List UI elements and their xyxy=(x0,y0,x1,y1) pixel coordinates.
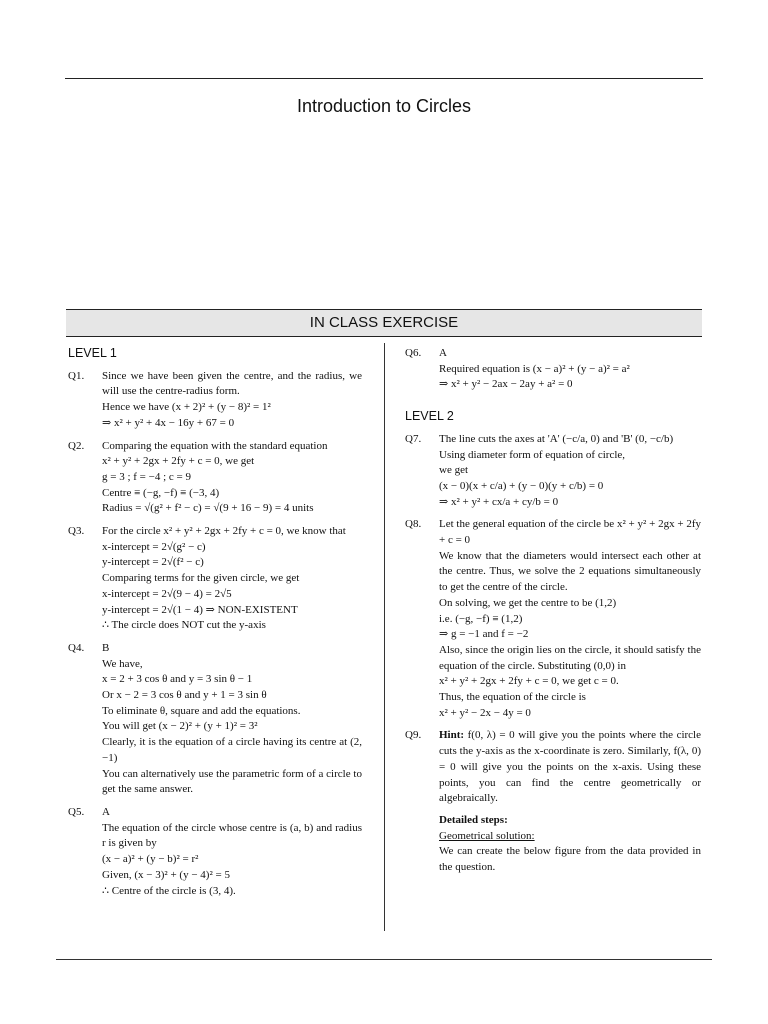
answer-line: Since we have been given the centre, and the radius, we will use the centre-radius form. xyxy=(102,369,362,398)
answer-line: Clearly, it is the equation of a circle having its centre at (2, −1) xyxy=(102,736,362,764)
section-banner-title: IN CLASS EXERCISE xyxy=(309,314,459,331)
answer-line: ∴ The circle does NOT cut the y-axis xyxy=(102,619,266,632)
answer-line: y-intercept = 2√(f² − c) xyxy=(102,556,204,569)
question-q5 xyxy=(68,805,362,899)
answer-line: Thus, the equation of the circle is xyxy=(439,691,586,704)
answer-line: ∴ Centre of the circle is (3, 4). xyxy=(102,884,236,897)
question-q2 xyxy=(68,439,362,518)
answer-line: ⇒ g = −1 and f = −2 xyxy=(439,628,529,641)
level-1-heading: LEVEL 1 xyxy=(68,346,117,360)
answer-line: Hence we have (x + 2)² + (y − 8)² = 1² xyxy=(102,401,271,414)
left-column xyxy=(68,346,362,906)
question-q9 xyxy=(405,728,701,875)
question-number: Q2. xyxy=(68,439,85,452)
answer-line: We know that the diameters would intersect each other at the centre. Thus, we solve the 2 equations simultaneously to get the centre of the circle. xyxy=(439,549,701,594)
answer-line: Centre ≡ (−g, −f) ≡ (−3, 4) xyxy=(102,486,220,499)
answer-line: (x − a)² + (y − b)² = r² xyxy=(102,853,199,866)
answer-line: Radius = √(g² + f² − c) = √(9 + 16 − 9) = 4 units xyxy=(102,502,314,515)
answer-line: y-intercept = 2√(1 − 4) ⇒ NON-EXISTENT xyxy=(102,603,298,616)
bottom-rule xyxy=(56,959,712,960)
hint-label: Hint: xyxy=(439,729,465,742)
answer-line: x² + y² + 2gx + 2fy + c = 0, we get c = 0. xyxy=(439,675,619,688)
answer-choice: A xyxy=(439,347,447,359)
answer-line: ⇒ x² + y² + cx/a + cy/b = 0 xyxy=(439,495,559,508)
answer-line: ⇒ x² + y² + 4x − 16y + 67 = 0 xyxy=(102,416,235,429)
section-banner xyxy=(66,309,702,337)
question-q6 xyxy=(405,346,701,393)
top-rule xyxy=(65,78,703,79)
answer-line: The line cuts the axes at 'A' (−c/a, 0) and 'B' (0, −c/b) xyxy=(439,432,674,445)
answer-line: ⇒ x² + y² − 2ax − 2ay + a² = 0 xyxy=(439,378,573,391)
question-number: Q4. xyxy=(68,641,85,654)
question-number: Q6. xyxy=(405,347,422,359)
answer-choice: B xyxy=(102,641,110,654)
question-q3 xyxy=(68,524,362,634)
question-number: Q5. xyxy=(68,805,85,818)
answer-line: x² + y² − 2x − 4y = 0 xyxy=(439,706,531,719)
answer-line: For the circle x² + y² + 2gx + 2fy + c = 0, we know that xyxy=(102,525,346,538)
question-number: Q3. xyxy=(68,525,85,538)
answer-line: Comparing the equation with the standard equation xyxy=(102,439,328,452)
detailed-steps-heading: Detailed steps: xyxy=(439,813,508,826)
answer-line: You will get (x − 2)² + (y + 1)² = 3² xyxy=(102,720,258,733)
question-number: Q1. xyxy=(68,369,85,382)
answer-line: On solving, we get the centre to be (1,2) xyxy=(439,596,617,609)
question-q7 xyxy=(405,432,701,511)
column-divider xyxy=(384,343,385,931)
level-2-heading: LEVEL 2 xyxy=(405,409,454,424)
question-number: Q8. xyxy=(405,518,422,531)
answer-line: i.e. (−g, −f) ≡ (1,2) xyxy=(439,612,523,625)
answer-line: x-intercept = 2√(9 − 4) = 2√5 xyxy=(102,587,232,600)
answer-line: Or x − 2 = 3 cos θ and y + 1 = 3 sin θ xyxy=(102,689,267,702)
question-number: Q7. xyxy=(405,432,422,445)
answer-line: (x − 0)(x + c/a) + (y − 0)(y + c/b) = 0 xyxy=(439,479,604,492)
hint-text: f(0, λ) = 0 will give you the points where the circle cuts the y-axis as the x-coordinate is zero. Similarly, f(λ, 0) = 0 will give you the points on the x-axis. Using these points, you can find the centre geometrically or algebraically. xyxy=(439,729,701,805)
answer-line: You can alternatively use the parametric form of a circle to get the same answer. xyxy=(102,767,362,796)
answer-line: We can create the below figure from the data provided in the question. xyxy=(439,845,701,874)
hint-paragraph xyxy=(439,728,701,807)
answer-line: Also, since the origin lies on the circle, it should satisfy the equation of the circle. Substituting (0,0) in xyxy=(439,643,701,672)
geometrical-solution-heading: Geometrical solution: xyxy=(439,829,535,842)
question-q4 xyxy=(68,641,362,798)
answer-line: The equation of the circle whose centre is (a, b) and radius r is given by xyxy=(102,821,362,850)
page-title: Introduction to Circles xyxy=(296,96,472,116)
answer-line: To eliminate θ, square and add the equations. xyxy=(102,704,301,717)
answer-line: Using diameter form of equation of circle, xyxy=(439,448,626,461)
answer-line: x-intercept = 2√(g² − c) xyxy=(102,540,206,553)
answer-line: Required equation is (x − a)² + (y − a)² = a² xyxy=(439,362,630,375)
question-number: Q9. xyxy=(405,729,422,742)
answer-line: x = 2 + 3 cos θ and y = 3 sin θ − 1 xyxy=(102,673,253,686)
answer-line: x² + y² + 2gx + 2fy + c = 0, we get xyxy=(102,455,255,468)
answer-choice: A xyxy=(102,805,110,818)
answer-line: Let the general equation of the circle be x² + y² + 2gx + 2fy + c = 0 xyxy=(439,518,701,547)
answer-line: we get xyxy=(439,464,469,477)
answer-line: g = 3 ; f = −4 ; c = 9 xyxy=(102,470,191,483)
answer-line: Comparing terms for the given circle, we get xyxy=(102,572,300,585)
question-q8 xyxy=(405,517,701,721)
answer-line: We have, xyxy=(102,657,143,670)
question-q1 xyxy=(68,369,362,432)
right-column xyxy=(405,346,701,883)
answer-line: Given, (x − 3)² + (y − 4)² = 5 xyxy=(102,868,230,881)
